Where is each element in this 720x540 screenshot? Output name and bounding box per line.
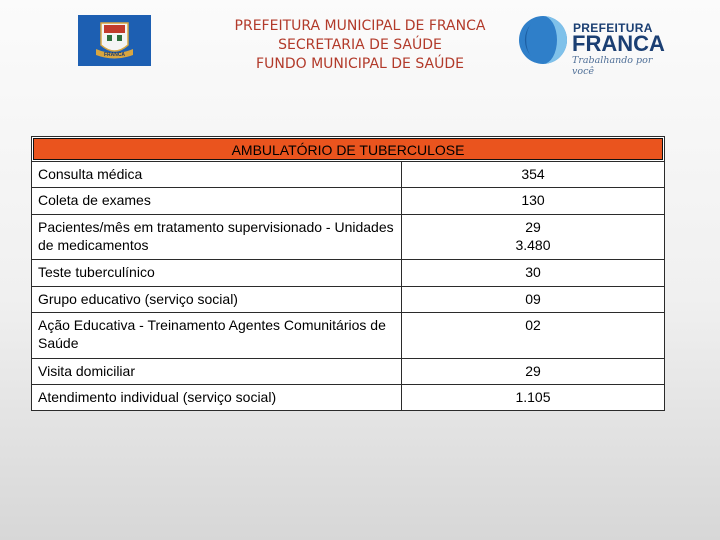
row-value: 1.105: [515, 389, 551, 405]
logo-line-2: FRANCA: [572, 31, 665, 56]
header-line-2: SECRETARIA DE SAÚDE: [278, 37, 442, 53]
row-value: 30: [525, 264, 541, 280]
prefeitura-logo: [517, 14, 667, 77]
logo-line-1: PREFEITURA: [573, 21, 653, 35]
row-value: 09: [525, 291, 541, 307]
row-label: Visita domiciliar: [32, 359, 402, 384]
table-title: AMBULATÓRIO DE TUBERCULOSE: [33, 138, 663, 160]
header: [200, 17, 520, 74]
row-label: Ação Educativa - Treinamento Agentes Comunitários de Saúde: [32, 313, 402, 358]
table-row: [32, 358, 664, 384]
table-row: [32, 384, 664, 410]
row-label: Pacientes/mês em tratamento supervisionado - Unidades de medicamentos: [32, 215, 402, 259]
row-value: 29: [525, 363, 541, 379]
table-row: [32, 214, 664, 259]
row-label: Grupo educativo (serviço social): [32, 287, 402, 312]
row-label: Coleta de exames: [32, 188, 402, 214]
row-label: Teste tuberculínico: [32, 260, 402, 286]
row-value: 02: [525, 317, 541, 333]
table-row: [32, 286, 664, 312]
table-row: [32, 312, 664, 358]
coat-banner-text: FRANCA: [103, 52, 126, 58]
header-line-3: FUNDO MUNICIPAL DE SAÚDE: [256, 56, 464, 72]
table-row: [32, 187, 664, 214]
logo-slogan: Trabalhando por você: [572, 55, 653, 77]
row-value: 354: [521, 166, 545, 182]
row-value: 29 3.480: [515, 219, 551, 253]
data-table: [31, 136, 665, 411]
row-label: Atendimento individual (serviço social): [32, 385, 402, 410]
table-row: [32, 161, 664, 187]
prefeitura-logo-icon: [517, 14, 569, 66]
row-value: 130: [521, 192, 545, 208]
coat-of-arms-icon: [78, 15, 151, 66]
table-row: [32, 259, 664, 286]
row-label: Consulta médica: [32, 162, 402, 187]
header-line-1: PREFEITURA MUNICIPAL DE FRANCA: [234, 18, 486, 34]
